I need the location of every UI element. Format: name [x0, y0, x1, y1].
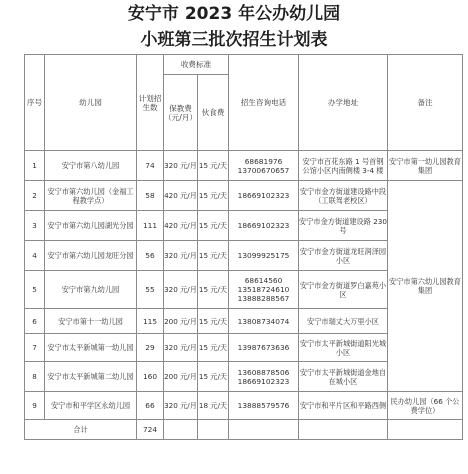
cell-empty	[388, 420, 463, 440]
cell-address: 安宁市金方街道建设路中段（工联驾老校区）	[299, 181, 388, 211]
cell-empty	[198, 420, 229, 440]
cell-meal: 15 元/天	[198, 334, 229, 362]
cell-care: 420 元/月	[164, 181, 198, 211]
cell-meal: 15 元/天	[198, 271, 229, 309]
cell-address: 安宁市金方街道建设路 230 号	[299, 211, 388, 241]
cell-meal: 15 元/天	[198, 362, 229, 392]
header-phone: 招生咨询电话	[229, 55, 299, 151]
header-remark: 备注	[388, 55, 463, 151]
enrollment-plan-table	[24, 54, 463, 440]
cell-phone: 18669102323	[229, 181, 299, 211]
cell-no: 4	[25, 241, 45, 271]
cell-empty	[299, 420, 388, 440]
cell-care: 200 元/月	[164, 362, 198, 392]
cell-plan: 66	[137, 392, 164, 420]
cell-meal: 15 元/天	[198, 211, 229, 241]
cell-name: 安宁市太平新城第二幼儿园	[45, 362, 137, 392]
header-fee-standard: 收费标准	[164, 55, 229, 75]
total-label: 合计	[25, 420, 137, 440]
table-row	[25, 151, 463, 181]
table-row	[25, 392, 463, 420]
cell-phone: 18669102323	[229, 211, 299, 241]
cell-empty	[164, 420, 198, 440]
cell-name: 安宁市第六幼儿园龙旺分园	[45, 241, 137, 271]
cell-name: 安宁市第六幼儿园湖光分园	[45, 211, 137, 241]
cell-care: 320 元/月	[164, 392, 198, 420]
cell-care: 200 元/月	[164, 309, 198, 334]
cell-phone: 13888579576	[229, 392, 299, 420]
header-address: 办学地址	[299, 55, 388, 151]
title-line-2: 小班第三批次招生计划表	[140, 30, 328, 50]
cell-plan: 115	[137, 309, 164, 334]
cell-no: 1	[25, 151, 45, 181]
cell-phone: 13608878506 18669102323	[229, 362, 299, 392]
cell-plan: 160	[137, 362, 164, 392]
cell-address: 安宁市和平片区和平路西侧	[299, 392, 388, 420]
cell-address: 安宁市金方街道罗白嘉苑小区	[299, 271, 388, 309]
cell-address: 安宁市金方街道龙旺润泽园小区	[299, 241, 388, 271]
cell-plan: 74	[137, 151, 164, 181]
header-plan: 计划招生数	[137, 55, 164, 151]
cell-meal: 15 元/天	[198, 309, 229, 334]
cell-name: 安宁市和平学区永幼儿园	[45, 392, 137, 420]
cell-address: 安宁市太平新城街道阳光城小区	[299, 334, 388, 362]
cell-address: 安宁市瑞丈大万里小区	[299, 309, 388, 334]
cell-address: 安宁市太平新城街道金地自在城小区	[299, 362, 388, 392]
cell-meal: 15 元/天	[198, 181, 229, 211]
cell-remark-group1: 安宁市第一幼儿园教育集团	[388, 151, 463, 181]
cell-phone: 13987673636	[229, 334, 299, 362]
cell-name: 安宁市太平新城第一幼儿园	[45, 334, 137, 362]
cell-no: 3	[25, 211, 45, 241]
cell-phone: 13808734074	[229, 309, 299, 334]
cell-plan: 29	[137, 334, 164, 362]
cell-name: 安宁市第六幼儿园（金福工程教学点）	[45, 181, 137, 211]
cell-name: 安宁市第九幼儿园	[45, 271, 137, 309]
cell-plan: 56	[137, 241, 164, 271]
cell-care: 420 元/月	[164, 211, 198, 241]
cell-no: 8	[25, 362, 45, 392]
table-row	[25, 181, 463, 211]
cell-name: 安宁市第八幼儿园	[45, 151, 137, 181]
cell-address: 安宁市百花东路 1 号首钢公馆小区内南侧楼 3-4 楼	[299, 151, 388, 181]
total-value: 724	[137, 420, 164, 440]
header-care-fee: 保教费（元/月）	[164, 75, 198, 151]
table-total-row	[25, 420, 463, 440]
title-line-1: 安宁市 2023 年公办幼儿园	[127, 4, 341, 24]
cell-empty	[229, 420, 299, 440]
cell-plan: 58	[137, 181, 164, 211]
cell-plan: 111	[137, 211, 164, 241]
cell-remark-group2: 安宁市第六幼儿园教育集团	[388, 181, 463, 392]
cell-no: 9	[25, 392, 45, 420]
header-kindergarten: 幼儿园	[45, 55, 137, 151]
cell-phone: 13099925175	[229, 241, 299, 271]
cell-no: 7	[25, 334, 45, 362]
cell-name: 安宁市第十一幼儿园	[45, 309, 137, 334]
cell-no: 6	[25, 309, 45, 334]
cell-remark-row9: 民办幼儿园（66 个公费学位）	[388, 392, 463, 420]
cell-no: 2	[25, 181, 45, 211]
cell-plan: 55	[137, 271, 164, 309]
header-meal-fee: 伙食费	[198, 75, 229, 151]
cell-care: 320 元/月	[164, 151, 198, 181]
cell-care: 320 元/月	[164, 271, 198, 309]
cell-meal: 15 元/天	[198, 151, 229, 181]
cell-no: 5	[25, 271, 45, 309]
header-no: 序号	[25, 55, 45, 151]
cell-care: 320 元/月	[164, 241, 198, 271]
cell-phone: 68614560 13518724610 13888288567	[229, 271, 299, 309]
cell-meal: 18 元/天	[198, 392, 229, 420]
cell-phone: 68681976 13700670657	[229, 151, 299, 181]
cell-meal: 15 元/天	[198, 241, 229, 271]
cell-care: 320 元/月	[164, 334, 198, 362]
